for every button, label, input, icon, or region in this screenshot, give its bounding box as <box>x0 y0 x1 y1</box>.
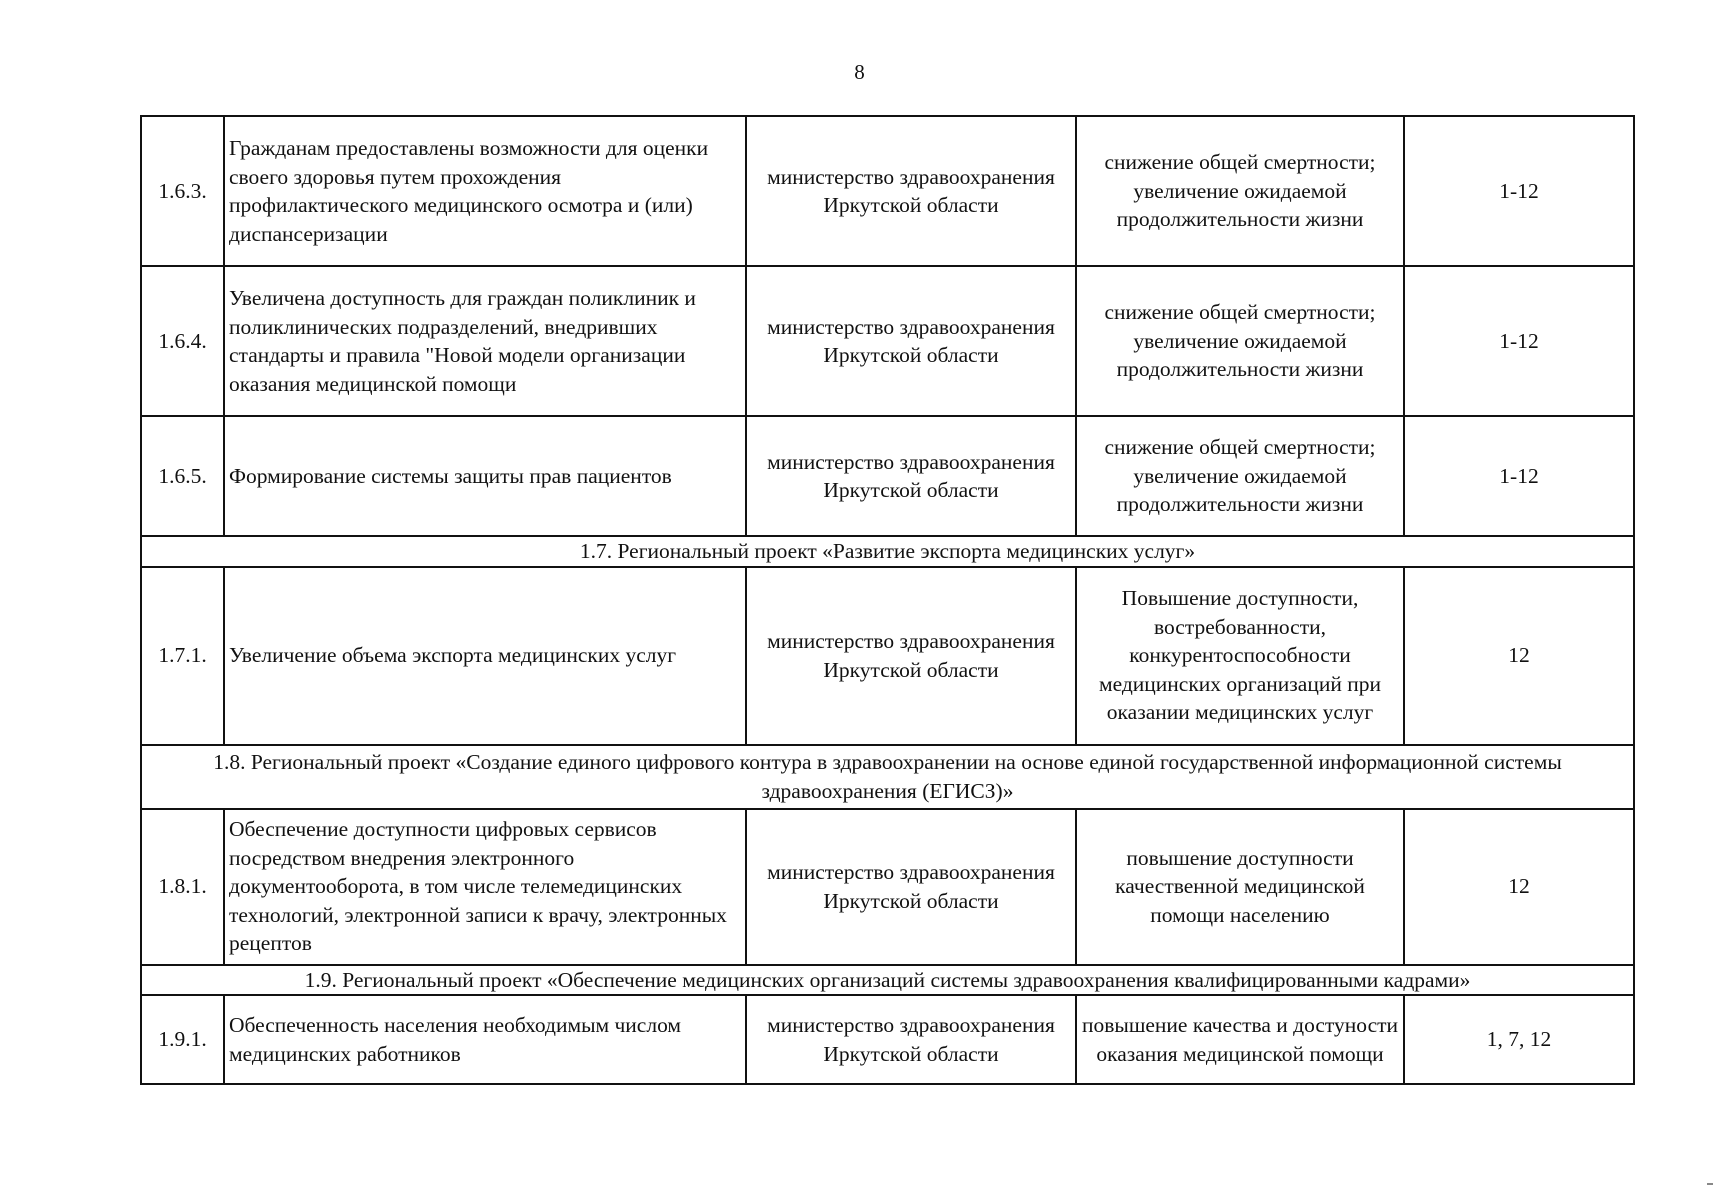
responsible-executor: министерство здравоохранения Иркутской области <box>746 416 1076 536</box>
table-row <box>141 416 1634 536</box>
section-row <box>141 536 1634 567</box>
row-number: 1.6.5. <box>141 416 224 536</box>
measure-description: Гражданам предоставлены возможности для оценки своего здоровья путем прохождения профилактического медицинского осмотра и (или) диспансеризации <box>224 116 746 266</box>
expected-result: снижение общей смертности; увеличение ожидаемой продолжительности жизни <box>1076 116 1404 266</box>
responsible-executor: министерство здравоохранения Иркутской области <box>746 995 1076 1084</box>
related-indicators: 12 <box>1404 567 1634 745</box>
measure-description: Обеспеченность населения необходимым числом медицинских работников <box>224 995 746 1084</box>
section-title: 1.9. Региональный проект «Обеспечение медицинских организаций системы здравоохранения квалифицированными кадрами» <box>141 965 1634 996</box>
responsible-executor: министерство здравоохранения Иркутской области <box>746 266 1076 416</box>
related-indicators: 1, 7, 12 <box>1404 995 1634 1084</box>
measure-description: Обеспечение доступности цифровых сервисов посредством внедрения электронного документооборота, в том числе телемедицинских технологий, электронной записи к врачу, электронных рецептов <box>224 809 746 965</box>
row-number: 1.9.1. <box>141 995 224 1084</box>
expected-result: повышение качества и достуности оказания медицинской помощи <box>1076 995 1404 1084</box>
responsible-executor: министерство здравоохранения Иркутской области <box>746 809 1076 965</box>
table-row <box>141 995 1634 1084</box>
expected-result: повышение доступности качественной медицинской помощи населению <box>1076 809 1404 965</box>
related-indicators: 12 <box>1404 809 1634 965</box>
expected-result: снижение общей смертности; увеличение ожидаемой продолжительности жизни <box>1076 416 1404 536</box>
scan-artifact <box>1707 1183 1713 1185</box>
row-number: 1.6.3. <box>141 116 224 266</box>
measure-description: Увеличение объема экспорта медицинских услуг <box>224 567 746 745</box>
related-indicators: 1-12 <box>1404 416 1634 536</box>
measures-table <box>140 115 1635 1085</box>
row-number: 1.8.1. <box>141 809 224 965</box>
responsible-executor: министерство здравоохранения Иркутской области <box>746 116 1076 266</box>
table-row <box>141 266 1634 416</box>
table-row <box>141 809 1634 965</box>
table-row <box>141 567 1634 745</box>
section-row <box>141 965 1634 996</box>
page-number: 8 <box>854 60 865 84</box>
section-title: 1.7. Региональный проект «Развитие экспорта медицинских услуг» <box>141 536 1634 567</box>
related-indicators: 1-12 <box>1404 266 1634 416</box>
table-row <box>141 116 1634 266</box>
section-title: 1.8. Региональный проект «Создание единого цифрового контура в здравоохранении на основе единой государственной информационной системы здравоохранения (ЕГИСЗ)» <box>141 745 1634 809</box>
responsible-executor: министерство здравоохранения Иркутской области <box>746 567 1076 745</box>
row-number: 1.6.4. <box>141 266 224 416</box>
section-row <box>141 745 1634 809</box>
row-number: 1.7.1. <box>141 567 224 745</box>
expected-result: снижение общей смертности; увеличение ожидаемой продолжительности жизни <box>1076 266 1404 416</box>
related-indicators: 1-12 <box>1404 116 1634 266</box>
measure-description: Формирование системы защиты прав пациентов <box>224 416 746 536</box>
expected-result: Повышение доступности, востребованности, конкурентоспособности медицинских организаций при оказании медицинских услуг <box>1076 567 1404 745</box>
measure-description: Увеличена доступность для граждан поликлиник и поликлинических подразделений, внедривших стандарты и правила "Новой модели организации оказания медицинской помощи <box>224 266 746 416</box>
